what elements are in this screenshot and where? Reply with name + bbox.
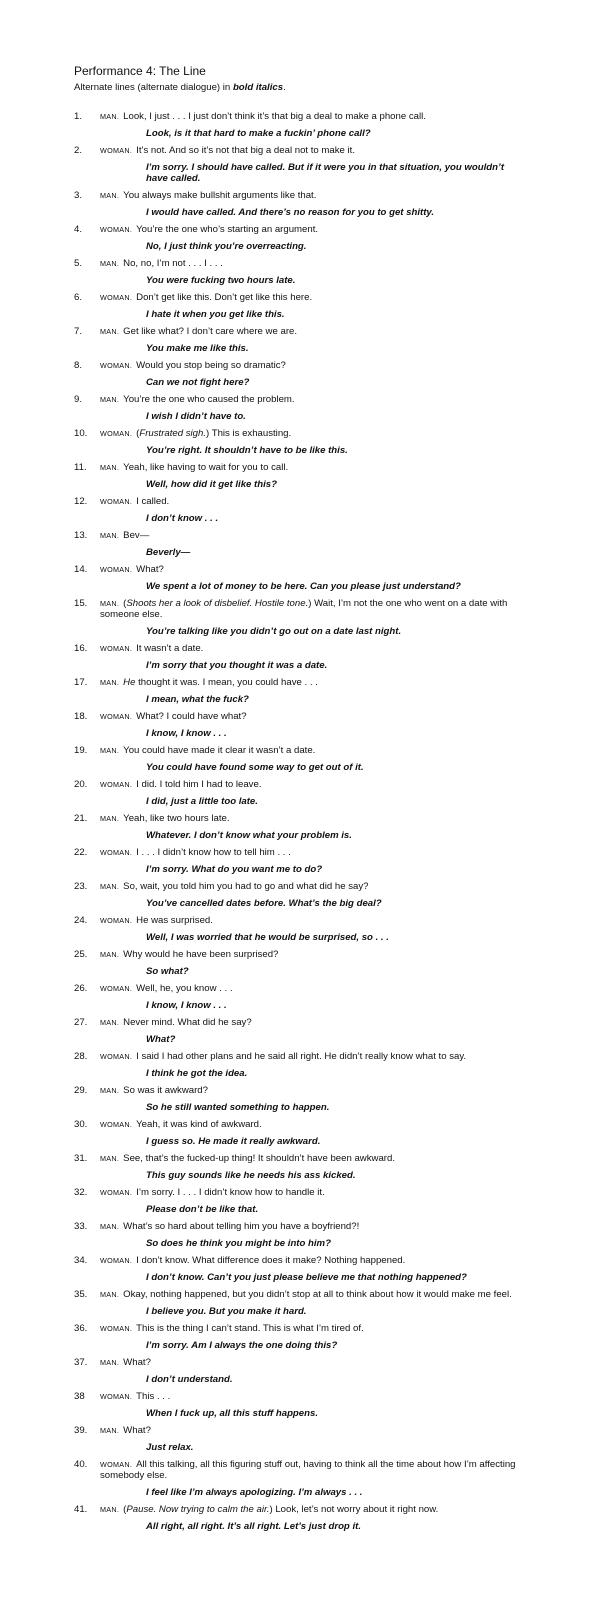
dialogue-line [74, 677, 544, 688]
dialogue-text: This is the thing I can’t stand. This is what I’m tired of. [136, 1323, 364, 1334]
dialogue-text: Yeah, like having to wait for you to call. [123, 462, 289, 473]
dialogue-text: Get like what? I don’t care where we are. [123, 326, 298, 337]
line-text [100, 1323, 544, 1334]
line-text [100, 1051, 544, 1062]
line-text [100, 462, 544, 473]
alternate-line: I wish I didn’t have to. [146, 411, 246, 422]
dialogue-line [74, 394, 544, 405]
dialogue-list [74, 111, 544, 1532]
dialogue-text: So was it awkward? [123, 1085, 208, 1096]
dialogue-line [74, 1119, 544, 1130]
line-number: 37. [74, 1357, 88, 1368]
line-text [100, 326, 544, 337]
dialogue-line [74, 564, 544, 575]
speaker-label: MAN. [100, 463, 120, 472]
dialogue-text: What? [123, 1425, 151, 1436]
speaker-label: MAN. [100, 950, 120, 959]
speaker-label: WOMAN. [100, 644, 133, 653]
dialogue-text: You always make bullshit arguments like that. [123, 190, 317, 201]
dialogue-text: What? I could have what? [136, 711, 247, 722]
dialogue-line [74, 1051, 544, 1062]
dialogue-text: Why would he have been surprised? [123, 949, 279, 960]
dialogue-text: Yeah, it was kind of awkward. [136, 1119, 262, 1130]
alternate-line: You could have found some way to get out of it. [146, 762, 364, 773]
speaker-label: WOMAN. [100, 293, 133, 302]
line-text [100, 224, 544, 235]
dialogue-line [74, 949, 544, 960]
line-text [100, 1504, 544, 1515]
dialogue-text: ) Wait, I’m not the one who went on a date with someone else. [100, 598, 508, 620]
dialogue-text: I called. [136, 496, 170, 507]
speaker-label: MAN. [100, 112, 120, 121]
line-number: 6. [74, 292, 83, 303]
alternate-line: This guy sounds like he needs his ass kicked. [146, 1170, 356, 1181]
dialogue-text: I don’t know. What difference does it make? Nothing happened. [136, 1255, 406, 1266]
dialogue-line [74, 258, 544, 269]
alternate-line: When I fuck up, all this stuff happens. [146, 1408, 318, 1419]
line-number: 31. [74, 1153, 88, 1164]
line-text [100, 813, 544, 824]
dialogue-text: See, that’s the fucked-up thing! It shouldn’t have been awkward. [123, 1153, 395, 1164]
line-number: 10. [74, 428, 88, 439]
dialogue-line [74, 1085, 544, 1096]
speaker-label: MAN. [100, 746, 120, 755]
dialogue-line [74, 643, 544, 654]
line-text [100, 1459, 544, 1481]
line-number: 24. [74, 915, 88, 926]
script-page [74, 64, 544, 1538]
dialogue-text: ( [136, 428, 140, 439]
line-number: 12. [74, 496, 88, 507]
dialogue-line [74, 813, 544, 824]
speaker-label: WOMAN. [100, 146, 133, 155]
line-number: 29. [74, 1085, 88, 1096]
dialogue-line [74, 111, 544, 122]
line-text [100, 258, 544, 269]
line-number: 22. [74, 847, 88, 858]
dialogue-line [74, 292, 544, 303]
line-text [100, 1119, 544, 1130]
dialogue-text: This . . . [136, 1391, 171, 1402]
alternate-line: I did, just a little too late. [146, 796, 258, 807]
line-number: 34. [74, 1255, 88, 1266]
dialogue-line [74, 1357, 544, 1368]
line-text [100, 1357, 544, 1368]
stage-direction: He [123, 677, 136, 688]
dialogue-line [74, 1459, 544, 1481]
speaker-label: MAN. [100, 531, 120, 540]
alternate-line: You’re right. It shouldn’t have to be like this. [146, 445, 348, 456]
line-text [100, 1187, 544, 1198]
speaker-label: MAN. [100, 1426, 120, 1435]
line-text [100, 360, 544, 371]
subtitle-suffix: . [283, 82, 286, 93]
stage-direction: Frustrated sigh. [139, 428, 207, 439]
speaker-label: MAN. [100, 678, 120, 687]
dialogue-text: Never mind. What did he say? [123, 1017, 252, 1028]
line-text [100, 983, 544, 994]
alternate-line: You’ve cancelled dates before. What’s the big deal? [146, 898, 382, 909]
speaker-label: WOMAN. [100, 1324, 133, 1333]
dialogue-line [74, 779, 544, 790]
line-text [100, 1425, 544, 1436]
dialogue-text: Okay, nothing happened, but you didn’t stop at all to think about how it would make me feel. [123, 1289, 512, 1300]
dialogue-text: I said I had other plans and he said all right. He didn’t really know what to say. [136, 1051, 467, 1062]
line-text [100, 564, 544, 575]
dialogue-line [74, 847, 544, 858]
alternate-line: I feel like I’m always apologizing. I’m always . . . [146, 1487, 363, 1498]
line-text [100, 428, 544, 439]
line-number: 26. [74, 983, 88, 994]
alternate-line: I’m sorry. Am I always the one doing this? [146, 1340, 338, 1351]
line-text [100, 1017, 544, 1028]
line-text [100, 881, 544, 892]
line-number: 1. [74, 111, 83, 122]
line-number: 18. [74, 711, 88, 722]
line-number: 41. [74, 1504, 88, 1515]
dialogue-line [74, 915, 544, 926]
alternate-line: I don’t know. Can’t you just please believe me that nothing happened? [146, 1272, 467, 1283]
line-number: 15. [74, 598, 88, 609]
speaker-label: MAN. [100, 191, 120, 200]
alternate-line: I would have called. And there’s no reason for you to get shitty. [146, 207, 435, 218]
dialogue-text: Would you stop being so dramatic? [136, 360, 286, 371]
alternate-line: I think he got the idea. [146, 1068, 248, 1079]
dialogue-text: I’m sorry. I . . . I didn’t know how to handle it. [136, 1187, 325, 1198]
dialogue-line [74, 1017, 544, 1028]
dialogue-line [74, 145, 544, 156]
alternate-line: No, I just think you’re overreacting. [146, 241, 307, 252]
dialogue-text: Well, he, you know . . . [136, 983, 233, 994]
alternate-line: I don’t understand. [146, 1374, 233, 1385]
alternate-line: We spent a lot of money to be here. Can you please just understand? [146, 581, 461, 592]
alternate-line: Well, I was worried that he would be surprised, so . . . [146, 932, 389, 943]
line-number: 30. [74, 1119, 88, 1130]
speaker-label: WOMAN. [100, 1120, 133, 1129]
speaker-label: WOMAN. [100, 1188, 133, 1197]
speaker-label: WOMAN. [100, 1460, 133, 1469]
line-text [100, 711, 544, 722]
line-number: 9. [74, 394, 83, 405]
dialogue-line [74, 1323, 544, 1334]
speaker-label: MAN. [100, 882, 120, 891]
line-number: 28. [74, 1051, 88, 1062]
dialogue-line [74, 983, 544, 994]
dialogue-line [74, 1289, 544, 1300]
speaker-label: MAN. [100, 1505, 120, 1514]
line-number: 7. [74, 326, 83, 337]
dialogue-line [74, 428, 544, 439]
dialogue-line [74, 745, 544, 756]
speaker-label: WOMAN. [100, 429, 133, 438]
line-text [100, 677, 544, 688]
speaker-label: WOMAN. [100, 984, 133, 993]
dialogue-text: What? [136, 564, 164, 575]
line-text [100, 1391, 544, 1402]
dialogue-line [74, 711, 544, 722]
line-number: 2. [74, 145, 83, 156]
alternate-line: I believe you. But you make it hard. [146, 1306, 307, 1317]
alternate-line: I guess so. He made it really awkward. [146, 1136, 321, 1147]
line-number: 33. [74, 1221, 88, 1232]
speaker-label: MAN. [100, 1086, 120, 1095]
speaker-label: WOMAN. [100, 916, 133, 925]
line-number: 27. [74, 1017, 88, 1028]
line-text [100, 496, 544, 507]
speaker-label: WOMAN. [100, 1392, 133, 1401]
line-text [100, 847, 544, 858]
line-number: 20. [74, 779, 88, 790]
line-number: 25. [74, 949, 88, 960]
speaker-label: MAN. [100, 814, 120, 823]
speaker-label: MAN. [100, 1018, 120, 1027]
line-number: 23. [74, 881, 88, 892]
stage-direction: Pause. Now trying to calm the air. [126, 1504, 270, 1515]
dialogue-text: You could have made it clear it wasn’t a date. [123, 745, 316, 756]
speaker-label: MAN. [100, 259, 120, 268]
dialogue-text: It wasn’t a date. [136, 643, 204, 654]
page-title: Performance 4: The Line [74, 64, 206, 78]
alternate-line: All right, all right. It’s all right. Let’s just drop it. [146, 1521, 361, 1532]
line-text [100, 949, 544, 960]
line-number: 3. [74, 190, 83, 201]
dialogue-text: What? [123, 1357, 151, 1368]
speaker-label: MAN. [100, 1290, 120, 1299]
line-text [100, 111, 544, 122]
dialogue-text: ) Look, let’s not worry about it right now. [269, 1504, 439, 1515]
dialogue-text: You’re the one who’s starting an argument. [136, 224, 319, 235]
dialogue-line [74, 496, 544, 507]
dialogue-text: Bev— [123, 530, 150, 541]
line-text [100, 394, 544, 405]
speaker-label: MAN. [100, 599, 120, 608]
line-text [100, 1221, 544, 1232]
speaker-label: WOMAN. [100, 1052, 133, 1061]
alternate-line: Well, how did it get like this? [146, 479, 277, 490]
line-number: 13. [74, 530, 88, 541]
alternate-line: Beverly— [146, 547, 191, 558]
speaker-label: WOMAN. [100, 361, 133, 370]
alternate-line: So what? [146, 966, 189, 977]
dialogue-text: Yeah, like two hours late. [123, 813, 230, 824]
dialogue-line [74, 360, 544, 371]
dialogue-line [74, 326, 544, 337]
dialogue-line [74, 1187, 544, 1198]
line-text [100, 643, 544, 654]
dialogue-text: So, wait, you told him you had to go and what did he say? [123, 881, 369, 892]
alternate-line: You’re talking like you didn’t go out on a date last night. [146, 626, 402, 637]
dialogue-text: Look, I just . . . I just don’t think it’s that big a deal to make a phone call. [123, 111, 426, 122]
alternate-line: I’m sorry that you thought it was a date. [146, 660, 328, 671]
speaker-label: WOMAN. [100, 1256, 133, 1265]
speaker-label: WOMAN. [100, 497, 133, 506]
page-subtitle [74, 82, 544, 93]
line-number: 32. [74, 1187, 88, 1198]
speaker-label: MAN. [100, 1154, 120, 1163]
alternate-line: I mean, what the fuck? [146, 694, 249, 705]
dialogue-text: No, no, I’m not . . . I . . . [123, 258, 223, 269]
line-number: 36. [74, 1323, 88, 1334]
subtitle-emphasis: bold italics [232, 82, 284, 93]
dialogue-line [74, 881, 544, 892]
dialogue-line [74, 462, 544, 473]
speaker-label: WOMAN. [100, 565, 133, 574]
subtitle-prefix: Alternate lines (alternate dialogue) in [74, 82, 233, 93]
speaker-label: MAN. [100, 1222, 120, 1231]
line-text [100, 1085, 544, 1096]
dialogue-line [74, 598, 544, 620]
line-number: 14. [74, 564, 88, 575]
line-text [100, 745, 544, 756]
alternate-line: Whatever. I don’t know what your problem is. [146, 830, 352, 841]
alternate-line: Look, is it that hard to make a fuckin’ phone call? [146, 128, 371, 139]
line-text [100, 598, 544, 620]
speaker-label: MAN. [100, 327, 120, 336]
alternate-line: So he still wanted something to happen. [146, 1102, 330, 1113]
alternate-line: You make me like this. [146, 343, 249, 354]
line-number: 17. [74, 677, 88, 688]
line-text [100, 145, 544, 156]
dialogue-line [74, 1504, 544, 1515]
line-number: 38 [74, 1391, 85, 1402]
speaker-label: WOMAN. [100, 848, 133, 857]
line-number: 8. [74, 360, 83, 371]
line-text [100, 1153, 544, 1164]
line-number: 39. [74, 1425, 88, 1436]
dialogue-line [74, 1391, 544, 1402]
alternate-line: I hate it when you get like this. [146, 309, 285, 320]
stage-direction: Shoots her a look of disbelief. Hostile tone. [126, 598, 309, 609]
dialogue-line [74, 1255, 544, 1266]
dialogue-text: You’re the one who caused the problem. [123, 394, 295, 405]
alternate-line: Just relax. [146, 1442, 194, 1453]
line-number: 19. [74, 745, 88, 756]
dialogue-line [74, 190, 544, 201]
line-number: 16. [74, 643, 88, 654]
line-text [100, 915, 544, 926]
dialogue-text: He was surprised. [136, 915, 213, 926]
dialogue-line [74, 1153, 544, 1164]
alternate-line: I’m sorry. I should have called. But if it were you in that situation, you wouldn’t have called. [146, 162, 505, 184]
dialogue-text: I did. I told him I had to leave. [136, 779, 262, 790]
dialogue-text: ( [123, 598, 127, 609]
dialogue-text: ( [123, 1504, 127, 1515]
alternate-line: Can we not fight here? [146, 377, 250, 388]
speaker-label: WOMAN. [100, 712, 133, 721]
dialogue-line [74, 224, 544, 235]
dialogue-text: All this talking, all this figuring stuff out, having to think all the time about how I’m affecting somebody else. [100, 1459, 516, 1481]
line-number: 4. [74, 224, 83, 235]
line-number: 11. [74, 462, 87, 473]
speaker-label: WOMAN. [100, 225, 133, 234]
dialogue-text: I . . . I didn’t know how to tell him . . . [136, 847, 291, 858]
line-text [100, 1289, 544, 1300]
dialogue-text: Don’t get like this. Don’t get like this here. [136, 292, 313, 303]
dialogue-line [74, 1221, 544, 1232]
alternate-line: So does he think you might be into him? [146, 1238, 331, 1249]
line-number: 21. [74, 813, 88, 824]
alternate-line: You were fucking two hours late. [146, 275, 296, 286]
alternate-line: I know, I know . . . [146, 728, 227, 739]
line-text [100, 190, 544, 201]
line-number: 5. [74, 258, 83, 269]
speaker-label: MAN. [100, 395, 120, 404]
dialogue-line [74, 1425, 544, 1436]
dialogue-text: thought it was. I mean, you could have . . . [135, 677, 318, 688]
line-text [100, 530, 544, 541]
speaker-label: MAN. [100, 1358, 120, 1367]
dialogue-text: It’s not. And so it’s not that big a deal not to make it. [136, 145, 355, 156]
line-text [100, 779, 544, 790]
dialogue-line [74, 530, 544, 541]
alternate-line: I know, I know . . . [146, 1000, 227, 1011]
dialogue-text: What’s so hard about telling him you have a boyfriend?! [123, 1221, 360, 1232]
line-number: 35. [74, 1289, 88, 1300]
dialogue-text: ) This is exhausting. [206, 428, 292, 439]
alternate-line: I’m sorry. What do you want me to do? [146, 864, 323, 875]
alternate-line: I don’t know . . . [146, 513, 219, 524]
alternate-line: What? [146, 1034, 176, 1045]
speaker-label: WOMAN. [100, 780, 133, 789]
alternate-line: Please don’t be like that. [146, 1204, 259, 1215]
line-text [100, 1255, 544, 1266]
line-text [100, 292, 544, 303]
line-number: 40. [74, 1459, 88, 1470]
